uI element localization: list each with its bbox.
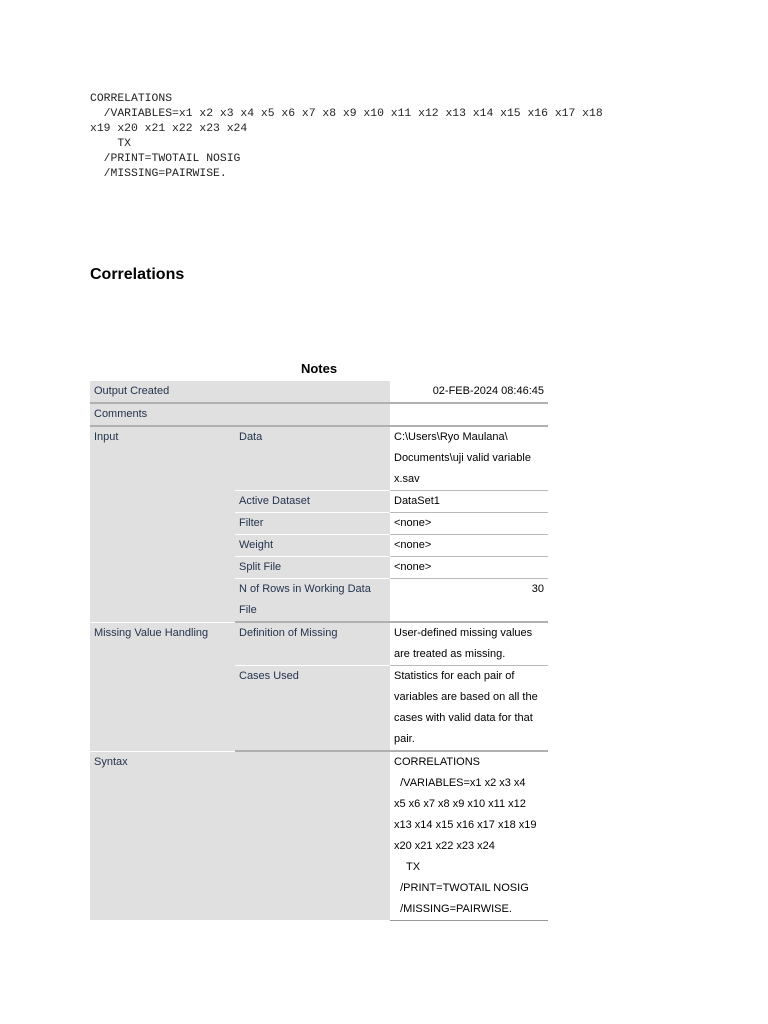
- active-dataset-label: Active Dataset: [235, 491, 390, 513]
- syntax-line: TX: [394, 861, 421, 873]
- output-created-value: 02-FEB-2024 08:46:45: [390, 381, 548, 403]
- weight-value: <none>: [390, 535, 548, 557]
- syntax-line: x13 x14 x15 x16 x17 x18 x19: [394, 819, 537, 831]
- missing-value-handling-label: Missing Value Handling: [90, 622, 235, 751]
- n-rows-value: 30: [390, 579, 548, 623]
- split-file-label: Split File: [235, 557, 390, 579]
- cases-used-label: Cases Used: [235, 666, 390, 752]
- definition-of-missing-label: Definition of Missing: [235, 622, 390, 666]
- comments-label: Comments: [90, 403, 390, 426]
- data-value: C:\Users\Ryo Maulana\ Documents\uji valid variable x.sav: [390, 426, 548, 491]
- syntax-line: x5 x6 x7 x8 x9 x10 x11 x12: [394, 798, 526, 810]
- output-created-label: Output Created: [90, 381, 390, 403]
- filter-label: Filter: [235, 513, 390, 535]
- syntax-line: x20 x21 x22 x23 x24: [394, 840, 495, 852]
- active-dataset-value: DataSet1: [390, 491, 548, 513]
- section-title: Correlations: [90, 266, 185, 283]
- syntax-line: /MISSING=PAIRWISE.: [394, 903, 512, 915]
- syntax-value: [390, 751, 548, 921]
- syntax-line: /PRINT=TWOTAIL NOSIG: [394, 882, 529, 894]
- syntax-label: Syntax: [90, 751, 390, 921]
- definition-of-missing-value: User-defined missing values are treated as missing.: [390, 622, 548, 666]
- data-label: Data: [235, 426, 390, 491]
- n-rows-label: N of Rows in Working Data File: [235, 579, 390, 623]
- cases-used-value: Statistics for each pair of variables are based on all the cases with valid data for that pair.: [390, 666, 548, 752]
- syntax-line: CORRELATIONS: [394, 756, 480, 768]
- notes-table: [90, 381, 548, 921]
- split-file-value: <none>: [390, 557, 548, 579]
- notes-table-title: Notes: [300, 361, 338, 376]
- syntax-line: /VARIABLES=x1 x2 x3 x4: [394, 777, 526, 789]
- comments-value: [390, 403, 548, 426]
- input-label: Input: [90, 426, 235, 622]
- syntax-code-block: CORRELATIONS /VARIABLES=x1 x2 x3 x4 x5 x6 x7 x8 x9 x10 x11 x12 x13 x14 x15 x16 x17 x18 x19 x20 x21 x22 x23 x24 TX /PRINT=TWOTAIL NOSIG /MISSING=PAIRWISE.: [90, 93, 603, 180]
- weight-label: Weight: [235, 535, 390, 557]
- filter-value: <none>: [390, 513, 548, 535]
